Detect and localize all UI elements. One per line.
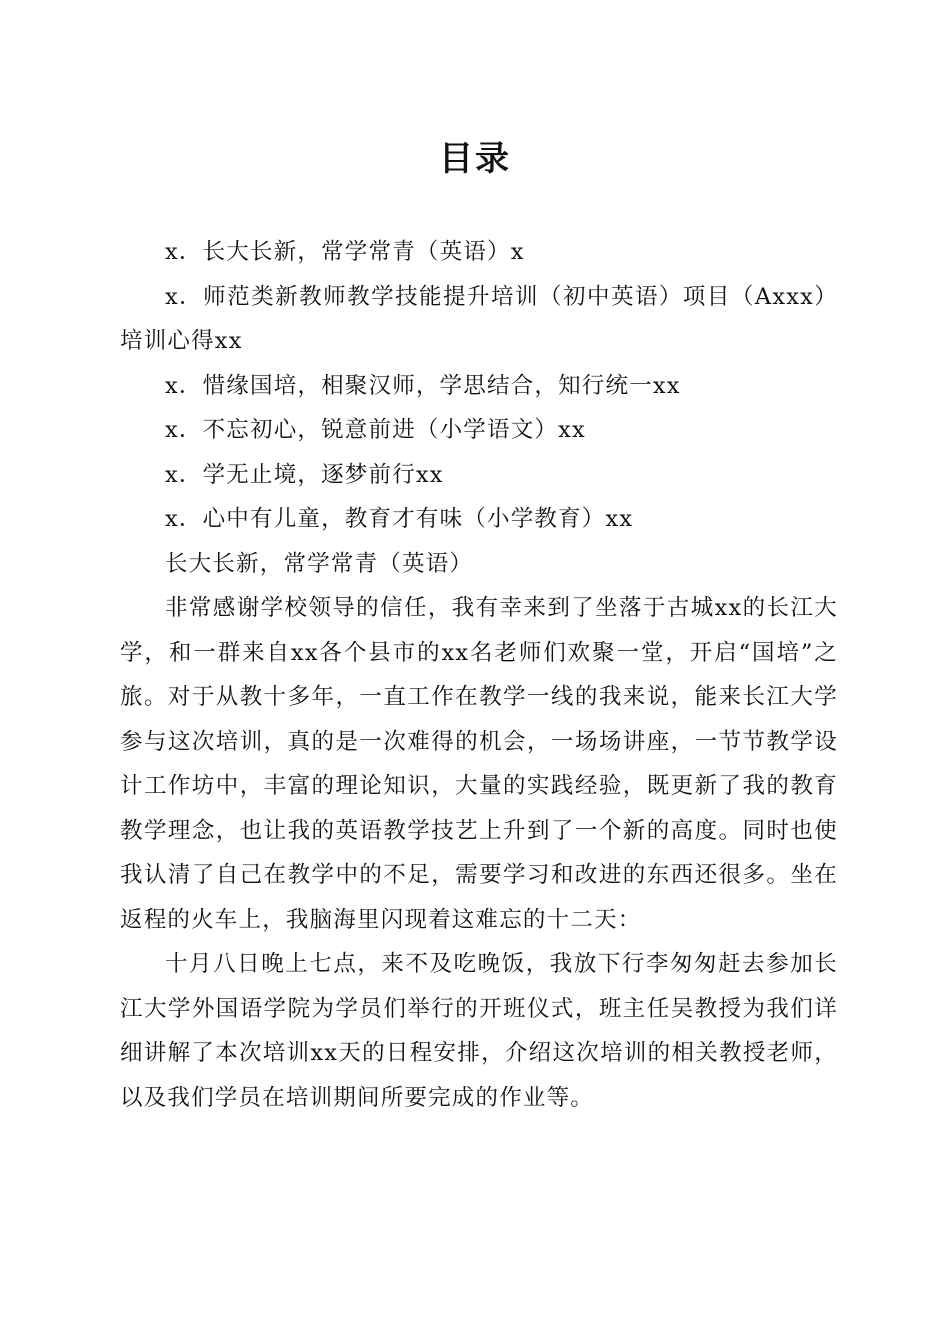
toc-entry-4: x．不忘初心，锐意前进（小学语文）xx xyxy=(165,417,586,443)
toc-entry-1: x．长大长新，常学常青（英语）x xyxy=(165,239,525,265)
toc-entry-2: x．师范类新教师教学技能提升培训（初中英语）项目（Axxx）培训心得xx xyxy=(120,283,838,354)
page-title: 目录 xyxy=(439,139,511,179)
body-paragraph-2: 十月八日晚上七点，来不及吃晚饭，我放下行李匆匆赶去参加长江大学外国语学院为学员们举行的开班仪式，班主任吴教授为我们详细讲解了本次培训xx天的日程安排，介绍这次培训的相关教授老师，以及我们学员在培训期间所要完成的作业等。 xyxy=(120,951,838,1111)
article-title: 长大长新，常学常青（英语） xyxy=(165,550,474,577)
toc-entry-6: x．心中有儿童，教育才有味（小学教育）xx xyxy=(165,506,634,532)
toc-entry-5: x．学无止境，逐梦前行xx xyxy=(165,461,444,488)
document-body xyxy=(120,230,838,1120)
body-paragraph-1: 非常感谢学校领导的信任，我有幸来到了坐落于古城xx的长江大学，和一群来自xx各个县市的xx名老师们欢聚一堂，开启“国培”之旅。对于从教十多年，一直工作在教学一线的我来说，能来长江大学参与这次培训，真的是一次难得的机会，一场场讲座，一节节教学设计工作坊中，丰富的理论知识，大量的实践经验，既更新了我的教育教学理念，也让我的英语教学技艺上升到了一个新的高度。同时也使我认清了自己在教学中的不足，需要学习和改进的东西还很多。坐在返程的火车上，我脑海里闪现着这难忘的十二天： xyxy=(120,595,838,933)
toc-entry-3: x．惜缘国培，相聚汉师，学思结合，知行统一xx xyxy=(165,372,681,399)
